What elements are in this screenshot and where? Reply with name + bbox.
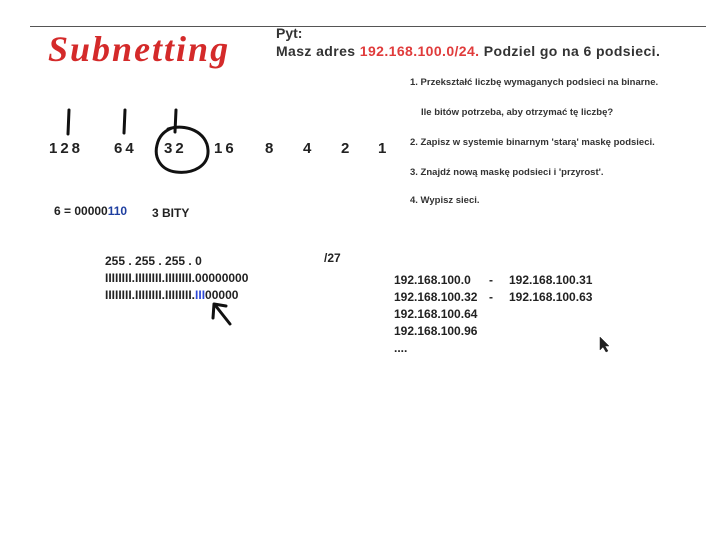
mask-new-bits: III <box>195 288 206 302</box>
network-dash: - <box>489 290 493 304</box>
bit-value-2: 2 <box>341 140 353 157</box>
mouse-cursor-icon <box>600 337 609 352</box>
network-start: 192.168.100.32 <box>394 290 478 304</box>
step-4: 4. Wypisz sieci. <box>410 195 480 206</box>
bit-value-64: 64 <box>114 140 137 157</box>
task-address: 192.168.100.0/24. <box>359 43 480 59</box>
step-1-sub: Ile bitów potrzeba, aby otrzymać tę liczbę? <box>421 107 614 118</box>
network-start: 192.168.100.64 <box>394 307 478 321</box>
network-dash: - <box>489 273 493 287</box>
question-label: Pyt: <box>276 25 303 41</box>
circle-around-32 <box>156 127 208 172</box>
bit-value-8: 8 <box>265 140 277 157</box>
bit-value-4: 4 <box>303 140 315 157</box>
network-ellipsis: .... <box>394 341 408 355</box>
tick-mark-64 <box>124 110 125 133</box>
slide-title: Subnetting <box>48 29 231 69</box>
mask-decimal: 255 . 255 . 255 . 0 <box>105 254 202 268</box>
network-end: 192.168.100.31 <box>509 273 593 287</box>
mask-binary-old: IIIIIIII.IIIIIIII.IIIIIIII.00000000 <box>105 271 249 285</box>
task-suffix: Podziel go na 6 podsieci. <box>479 43 661 59</box>
mask-new-prefix: IIIIIIII.IIIIIIII.IIIIIIII. <box>105 288 196 302</box>
bit-value-1: 1 <box>378 140 390 157</box>
binary-six-bits: 110 <box>107 204 128 218</box>
bit-value-128: 128 <box>49 140 84 157</box>
task-prefix: Masz adres <box>276 43 360 59</box>
bits-needed: 3 BITY <box>152 206 190 220</box>
network-end: 192.168.100.63 <box>509 290 593 304</box>
step-2: 2. Zapisz w systemie binarnym 'starą' maskę podsieci. <box>410 137 655 148</box>
cidr-label: /27 <box>324 251 341 265</box>
network-start: 192.168.100.96 <box>394 324 478 338</box>
bit-value-32: 32 <box>164 140 187 157</box>
arrow-icon <box>215 305 230 324</box>
mask-new-suffix: 00000 <box>205 288 239 302</box>
step-1: 1. Przekształć liczbę wymaganych podsieci na binarne. <box>410 77 659 88</box>
binary-six-prefix: 6 = 00000 <box>54 204 108 218</box>
tick-mark-128 <box>68 110 69 134</box>
network-start: 192.168.100.0 <box>394 273 471 287</box>
step-3: 3. Znajdź nową maskę podsieci i 'przyrost'. <box>410 167 604 178</box>
bit-value-16: 16 <box>214 140 237 157</box>
